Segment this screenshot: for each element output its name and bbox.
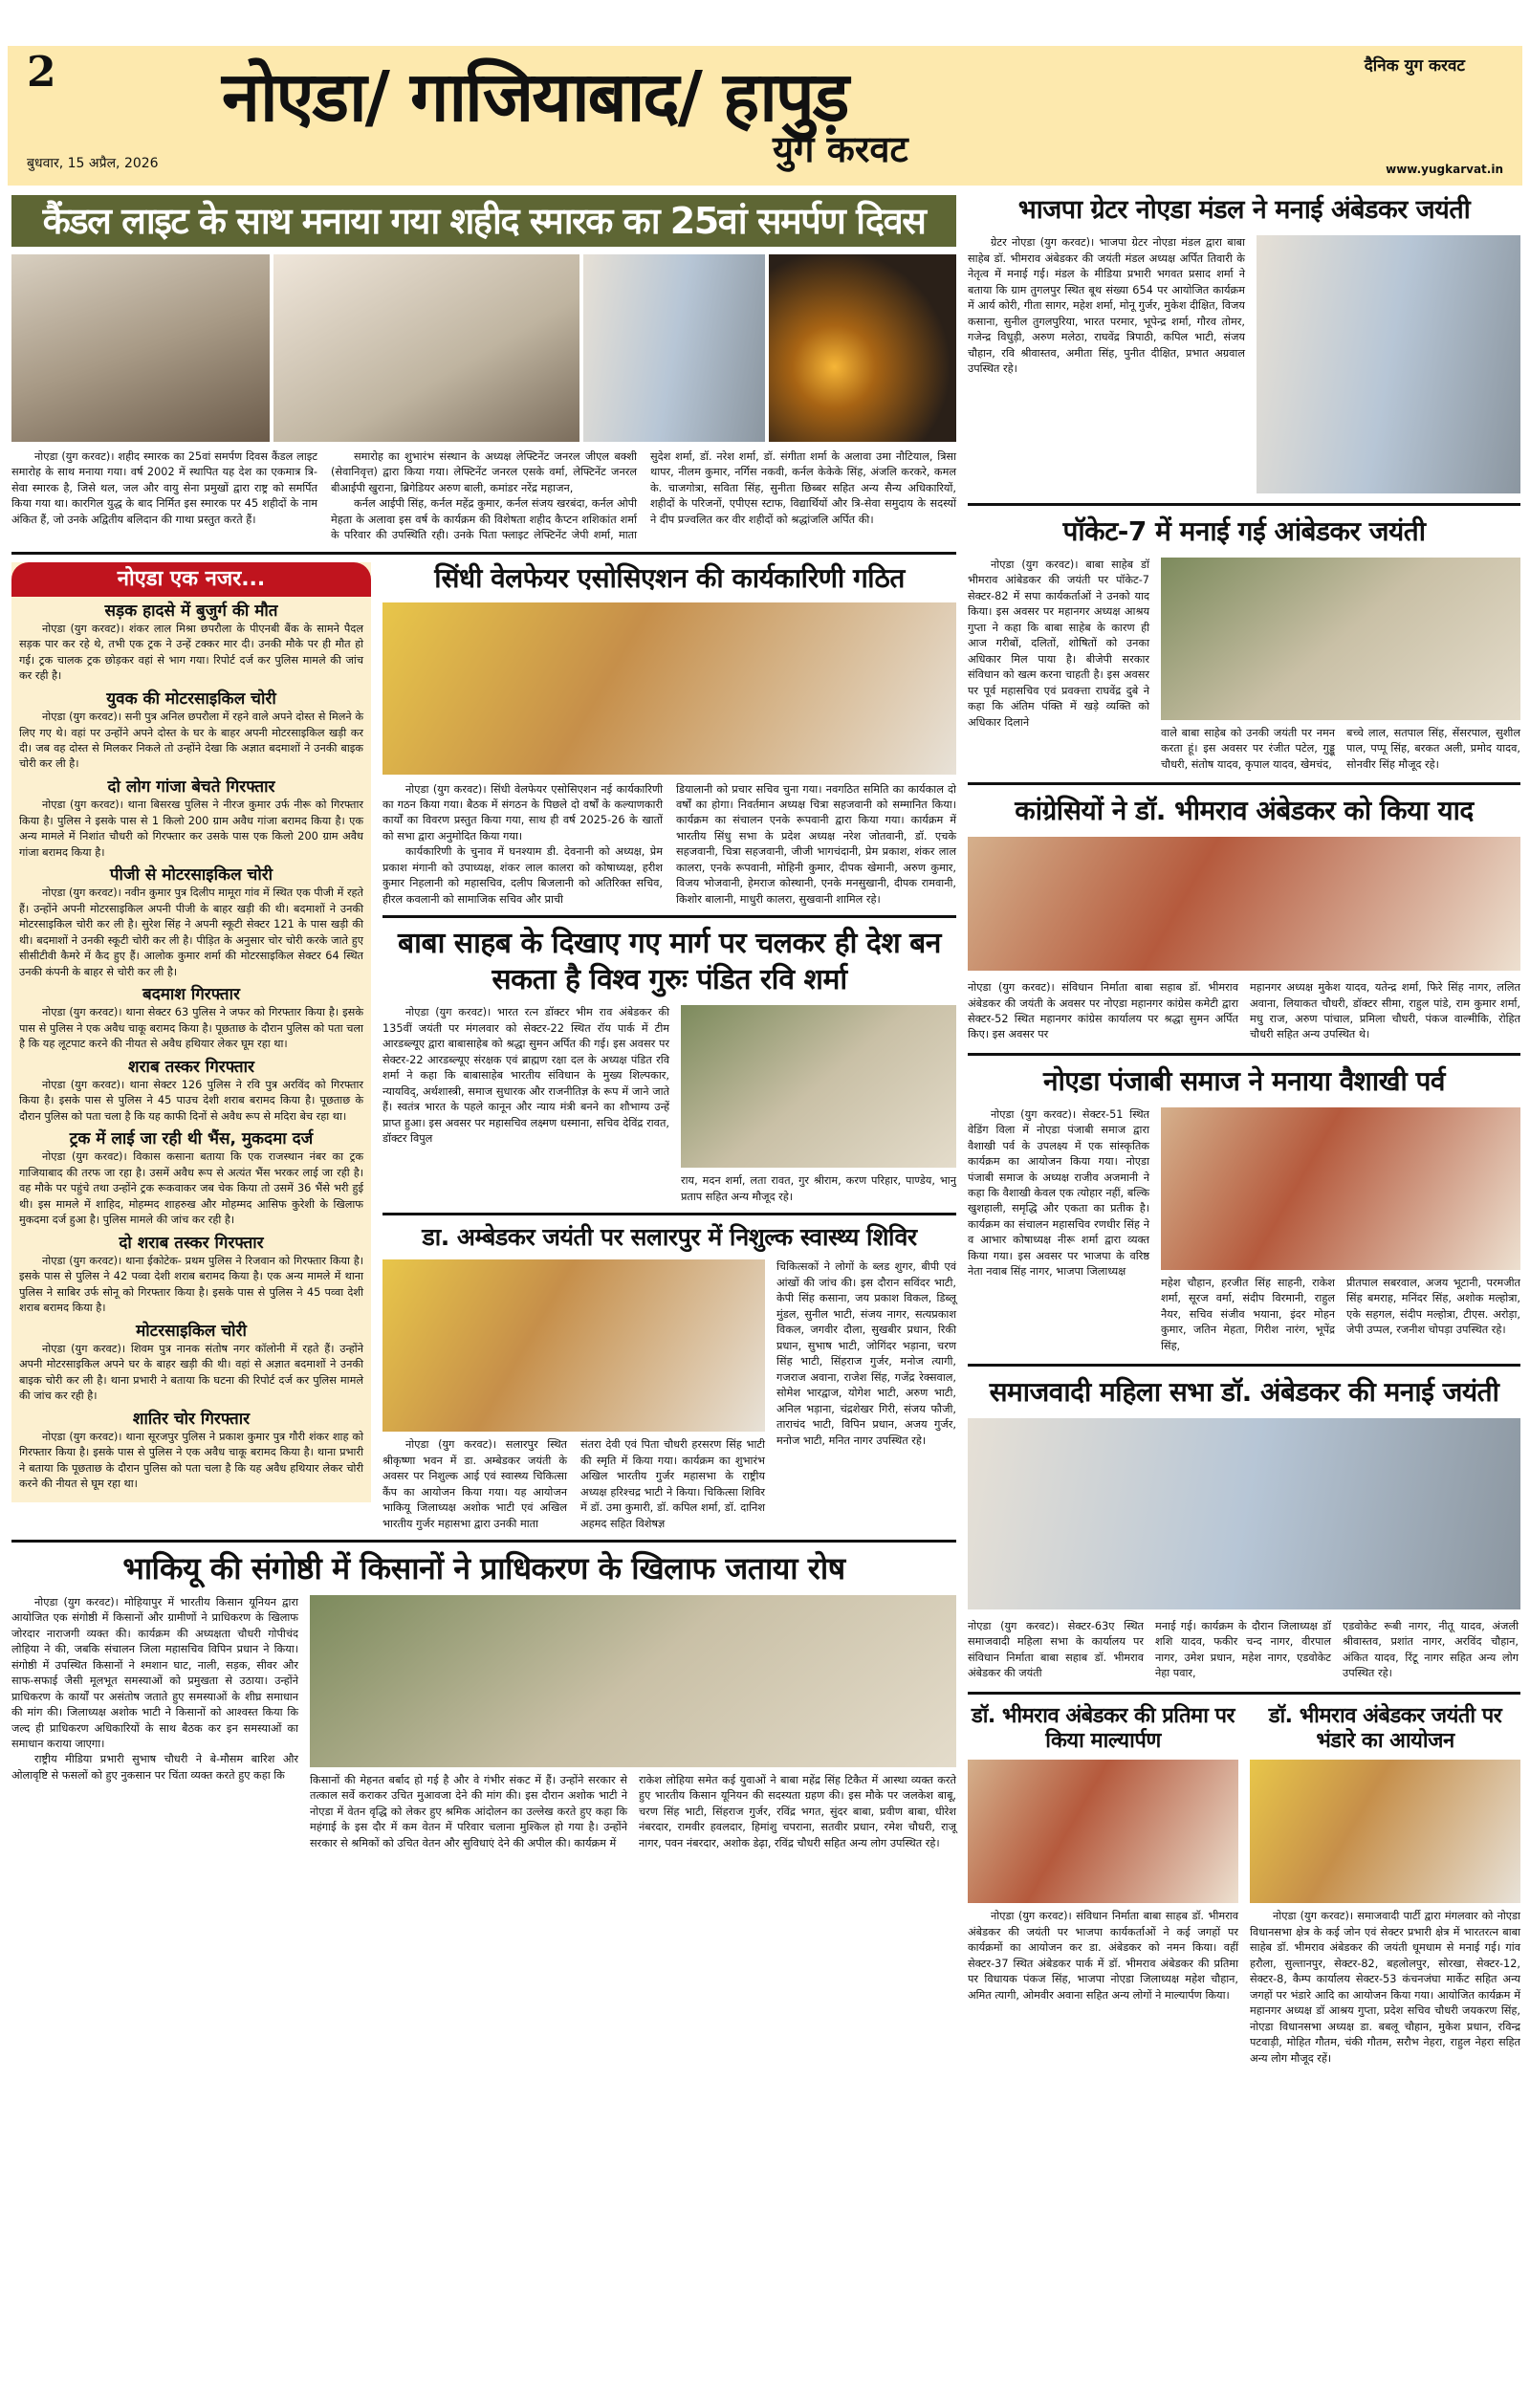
pocket7-cols — [1161, 726, 1520, 773]
nazar-item-headline: पीजी से मोटरसाइकिल चोरी — [109, 865, 273, 885]
congress-photo — [968, 837, 1520, 971]
nazar-item-text: नोएडा (युग करवट)। विकास कसाना बताया कि एक राजस्थान नंबर का ट्रक गाजियाबाद की तरफ जा रहा है। उसमें अवैध रूप से अत्यंत भैंस भरकर लाई जा रही है। वह मौके पर पहुंचे तथा उन्होंने ट्रक रूकवाकर जब चेक किया तो उसमें 36 भैंसे भरी हुई थी। इस मामले में शाहिद, मोहम्मद शाहरुख और मोहम्मद आसिफ कुरेशी के खिलाफ मुकदमा दर्ज हुआ है। पुलिस मामले की जांच कर रही है। — [19, 1150, 363, 1227]
ravi-photo — [681, 1005, 956, 1168]
punjabi-row — [968, 1107, 1520, 1354]
nazar-item-text: नोएडा (युग करवट)। शंकर लाल मिश्रा छपरौला के पीएनबी बैंक के सामने पैदल सड़क पार कर रहे थे, तभी एक ट्रक ने उन्हें टक्कर मार दी। उनकी मौके पर ही मौत हो गई। ट्रक चालक ट्रक छोड़कर वहां से भाग गया। रिपोर्ट दर्ज कर पुलिस मामले की जांच कर रही है। — [19, 623, 363, 683]
bjp-row — [968, 235, 1520, 493]
congress-headline: कांग्रेसियों ने डॉ. भीमराव अंबेडकर को किया याद — [1015, 795, 1474, 827]
punjabi-article — [968, 1107, 1149, 1281]
nazar-item-headline: युवक की मोटरसाइकिल चोरी — [106, 689, 276, 709]
sindhi-col2: डियालानी को प्रचार सचिव चुना गया। नवगठित समिति का कार्यकाल दो वर्षों का होगा। निवर्तमान अध्यक्ष चित्रा सहजवानी को सम्मानित किया। कार्यक्रम का संचालन एनके रूपवानी द्वारा किया गया। कार्यक्रम में भारतीय सिंधु सभा के प्रदेश अध्यक्ष नरेश जोतवानी, डॉ. एचके सहजवानी, चित्रा सहजवानी, जीजी भागचंदानी, प्रेम प्रकाश, शंकर लाल कालरा, एनके रूपवानी, मोहिनी कुमार, दीपक खेमानी, अरुण कुमार, विजय भोजवानी, हेमराज कोस्थानी, एनके मनसुखानी, दीपक रामवानी, किशोर बालानी, माधुरी कालरा, सुखवानी शामिल रहे। — [676, 782, 956, 906]
bku-col1b: राष्ट्रीय मीडिया प्रभारी सुभाष चौधरी ने बे-मौसम बारिश और ओलावृष्टि से फसलों को हुए नुकसान पर चिंता व्यक्त करते हुए कहा कि — [11, 1753, 298, 1782]
nazar-item-text: नोएडा (युग करवट)। नवीन कुमार पुत्र दिलीप मामूरा गांव में स्थित एक पीजी में रहते हैं। उन्होंने अपनी मोटरसाइकिल अपनी पीजी के बाहर खड़ी की थी। बदमाशों ने उनकी मोटरसाइकिल चोरी कर ली है। सुरेश सिंह ने अपनी स्कूटी सेक्टर 121 के पास खड़ी की थी। बदमाशों ने उनकी स्कूटी चोरी कर ली है। पीड़ित के अनुसार चोर चोरी करके जाते हुए सीसीटीवी कैमरे में कैद हुए हैं। आलोक कुमार शर्मा की मोटरसाइकिल सेक्टर 64 स्थित उनकी कंपनी के बाहर से चोरी कर ली है। — [19, 887, 363, 978]
bhandara-article — [1250, 1909, 1520, 2067]
issue-date: बुधवार, 15 अप्रैल, 2026 — [27, 156, 159, 171]
divider — [11, 552, 956, 555]
spmahila-cols — [968, 1619, 1520, 1682]
divider — [968, 782, 1520, 785]
nazar-item-text: नोएडा (युग करवट)। सनी पुत्र अनिल छपरौला में रहने वाले अपने दोस्त से मिलने के लिए गए थे। वहां पर उन्होंने अपने दोस्त के घर के बाहर अपनी मोटरसाइकिल खड़ी कर दी। जब वह दोस्त से मिलकर निकले तो उन्होंने देखा कि अज्ञात बदमाशों ने उनकी बाइक चोरी कर ली है। — [19, 711, 363, 771]
ravi-article — [382, 1005, 669, 1147]
spmahila-col1: नोएडा (युग करवट)। सेक्टर-63ए स्थित समाजवादी महिला सभा के कार्यालय पर संविधान निर्माता बाबा सहाब डॉ. भीमराव अंबेडकर की जयंती — [968, 1619, 1144, 1680]
bku-article — [11, 1595, 298, 1784]
health-photo — [382, 1259, 765, 1432]
nazar-item-headline: शातिर चोर गिरफ्तार — [132, 1409, 251, 1429]
bku-row — [11, 1595, 956, 1851]
ravi-col2: राय, मदन शर्मा, लता रावत, गुर श्रीराम, करण परिहार, पाण्डेय, भानु प्रताप सहित अन्य मौजूद रहे। — [681, 1174, 956, 1203]
nazar-item-headline: ट्रक में लाई जा रही थी भैंस, मुकदमा दर्ज — [69, 1129, 314, 1149]
statue-text: नोएडा (युग करवट)। संविधान निर्माता बाबा साहब डॉ. भीमराव अंबेडकर की जयंती पर भाजपा कार्यकर्ताओं ने कई जगहों पर कार्यक्रमों का आयोजन कर डा. अंबेडकर को नमन किया। वहीं सेक्टर-37 स्थित अंबेडकर पार्क में डॉ. भीमराव अंबेडकर की प्रतिमा पर विधायक पंकज सिंह, भाजपा नोएडा जिलाध्यक्ष महेश चौहान, अमित त्यागी, ओमवीर अवाना सहित अन्य लोगों ने माल्यार्पण किया। — [968, 1910, 1238, 2002]
page-body — [11, 195, 1520, 2067]
bhandara-photo — [1250, 1760, 1520, 1903]
middle-column — [382, 562, 956, 1532]
nazar-item-text: नोएडा (युग करवट)। थाना ईकोटेक- प्रथम पुलिस ने रिजवान को गिरफ्तार किया है। इसके पास से पुलिस ने 42 पव्वा देशी शराब बरामद किया है। एक अन्य मामले में थाना पुलिस ने साबिर उर्फ सोनू को गिरफ्तार किया है। इसके पास से पुलिस ने 45 पव्वा देशी शराब बरामद किया है। — [19, 1254, 363, 1315]
nazar-item-text: नोएडा (युग करवट)। शिवम पुत्र नानक संतोष नगर कॉलोनी में रहते हैं। उन्होंने अपनी मोटरसाइकिल अपने घर के बाहर खड़ी की थी। वहां से अज्ञात बदमाशों ने उनकी बाइक चोरी कर ली है। थाना प्रभारी ने बताया कि घटना की रिपोर्ट दर्ज कर पुलिस मामले की जांच कर रही है। — [19, 1342, 363, 1403]
pocket7-photo — [1161, 558, 1520, 720]
bku-cols — [310, 1773, 956, 1851]
congress-cols — [968, 980, 1520, 1043]
masthead-left — [27, 48, 199, 180]
ravi-col1: नोएडा (युग करवट)। भारत रत्न डॉक्टर भीम राव अंबेडकर की 135वीं जयंती पर मंगलवार को सेक्टर-22 स्थित रॉय पार्क में टीम आरडब्ल्यूए द्वारा बाबासाहेब को श्रद्धा सुमन अर्पित की गई। इस अवसर पर सेक्टर-22 आरडब्ल्यूए संरक्षक एवं ब्राह्मण रक्षा दल के अध्यक्ष पंडित रवि शर्मा ने कहा कि बाबासाहेब भारतीय संविधान के मुख्य शिल्पकार, न्यायविद्, अर्थशास्त्री, समाज सुधारक और राजनीतिज्ञ के रूप में जाने जाते हैं। स्वतंत्र भारत के पहले कानून और न्याय मंत्री बनने का शौभाग्य उन्हें प्राप्त हुआ। इस अवसर पर महासचिव लक्ष्मण धस्माना, सचिव देविंद्र रावत, डॉक्टर विपुल — [382, 1006, 669, 1146]
statue-headline: डॉ. भीमराव अंबेडकर की प्रतिमा पर किया माल्यार्पण — [971, 1703, 1235, 1753]
lead-article — [11, 449, 956, 544]
website-link[interactable]: www.yugkarvat.in — [1386, 163, 1503, 176]
lead-col2: कर्नल आईपी सिंह, कर्नल महेंद्र कुमार, कर्नल संजय खरबंदा, कर्नल ओपी मेहता के अलावा इस वर्ष के कार्यक्रम की विशेषता शहीद कैप्टन शशिकांत शर्मा के परिवार की उपस्थिति रही। उनके पिता फ्लाइट लेफ्टिनेंट जेपी शर्मा, माता सुदेश शर्मा, डॉ. नरेश शर्मा, डॉ. संगीता शर्मा के अलावा उमा नौटियाल, त्रिसा थापर, नीलम कुमार, नर्गिस नकवी, कर्नल केकेके सिंह, अंजलि करकरे, कमल के. चाजगोत्रा, सविता सिंह, सुनीता छिब्बर सहित अन्य सैन्य अधिकारियों, शहीदों के परिजनों, एपीएस स्टाफ, विद्यार्थियों और त्रि-सेवा समुदाय के सदस्यों ने दीप प्रज्वलित कर वीर शहीदों को श्रद्धांजलि अर्पित की। — [331, 450, 956, 542]
ravi-right — [681, 1005, 956, 1205]
lead-col1b: समारोह का शुभारंभ संस्थान के अध्यक्ष लेफ्टिनेंट जनरल जीएल बक्शी (सेवानिवृत्त) द्वारा किया गया। लेफ्टिनेंट जनरल एसके वर्मा, लेफ्टिनेंट जनरल बीआईपी खुराना, ब्रिगेडियर अरुण बाली, कमांडर नरेंद्र महाजन, — [331, 450, 637, 494]
pocket7-col1: नोएडा (युग करवट)। बाबा साहेब डॉ भीमराव आंबेडकर की जयंती पर पॉकेट-7 सेक्टर-82 में सपा कार्यकर्ताओं ने उनको याद किया। इस अवसर पर महानगर अध्यक्ष आश्रय गुप्ता ने कहा कि बाबा साहेब के कारण ही आज गरीबों, दलितों, शोषितों को उनका अधिकार मिल पाया है। बीजेपी सरकार संविधान को खत्म करना चाहती है। इस अवसर पर पूर्व महासचिव एवं प्रवक्त्ता राघवेंद्र दुबे ने कहा कि अंतिम पंक्ति में खड़े व्यक्ति को अधिकार दिलाने — [968, 558, 1149, 729]
pocket7-col2: वाले बाबा साहेब को उनकी जयंती पर नमन करता हूं। इस अवसर पर रंजीत पटेल, गुड्डू चौधरी, संतोष यादव, कृपाल यादव, खेमचंद, — [1161, 726, 1335, 771]
nazar-title: नोएडा एक नजर... — [11, 562, 371, 597]
divider — [968, 1692, 1520, 1695]
health-col3: चिकित्सकों ने लोगों के ब्लड शुगर, बीपी एवं आंखों की जांच की। इस दौरान सविंदर भाटी, केपी सिंह कसाना, जय प्रकाश विकल, डिब्लू मुंडल, सुनील भाटी, संजय नागर, सत्यप्रकाश विकल, जगवीर दौला, सुखबीर प्रधान, रिकी प्रधान, सुभाष भाटी, जोगिंदर भड़ाना, चरण सिंह भाटी, सिंहराज गुर्जर, मनोज त्यागी, गजराज अवाना, राजेश सिंह, गजेंद्र रेक्सवाल, सोमेश भारद्वाज, योगेश भाटी, अरुण भाटी, अनिल भड़ाना, चंद्रशेखर गिरी, संजय फौजी, ताराचंद भाटी, विपिन प्रधान, अजय गुर्जर, मनोज भाटी, मनित नागर उपस्थित रहे। — [776, 1260, 956, 1447]
spmahila-col2: मनाई गई। कार्यक्रम के दौरान जिलाध्यक्ष डॉ शशि यादव, फकीर चन्द नागर, वीरपाल नागर, उमेश प्रधान, महेश नागर, एडवोकेट नेहा पवार, — [1155, 1619, 1331, 1680]
nazar-list — [11, 601, 371, 1493]
daily-name: दैनिक युग करवट — [1364, 56, 1465, 76]
masthead — [8, 46, 1522, 186]
bku-col3: राकेश लोहिया समेत कई युवाओं ने बाबा महेंद्र सिंह टिकैत में आस्था व्यक्त करते हुए भारतीय किसान यूनियन की सदस्यता ग्रहण की। इस मौके पर जलकेश बाबू, चरण सिंह भाटी, सिंहराज गुर्जर, रविंद्र भगत, सुंदर बाबा, प्रवीण बाबा, धीरेश नंबरदार, रामवीर हवलदार, हिमांशु चपराना, सतवीर प्रधान, रमेश चौधरी, राजू नागर, पवन नंबरदार, अशोक डेढ़ा, रविंद्र चौधरी सहित अन्य लोग उपस्थित रहे। — [639, 1773, 956, 1850]
left-sub — [11, 562, 956, 1532]
statue-bhandara-row — [968, 1704, 1520, 2068]
punjabi-headline: नोएडा पंजाबी समाज ने मनाया वैशाखी पर्व — [1043, 1064, 1445, 1097]
lead-photo-1 — [11, 254, 270, 442]
bjp-text: ग्रेटर नोएडा (युग करवट)। भाजपा ग्रेटर नोएडा मंडल द्वारा बाबा साहेब डॉ. भीमराव अंबेडकर की जयंती मंडल अध्यक्ष अर्पित तिवारी के नेतृत्व में मनाई गई। मंडल के मीडिया प्रभारी भगवत प्रसाद शर्मा ने बताया कि ग्राम तुगलपुर स्थित बूथ संख्या 654 पर आयोजित कार्यक्रम में आर्य कोरी, गीता सागर, महेश शर्मा, मोनू गुर्जर, मुकेश दीक्षित, विजय कसाना, सुनील तुगलपुरिया, भारत परमार, भूपेन्द्र शर्मा, गौरव तोमर, गजेन्द्र विधुड़ी, अरुण मलेठा, राघवेंद्र त्रिपाठी, कपिल भाटी, संजय चौहान, रवि श्रीवास्तव, अमीता सिंह, पुनीत दीक्षित, प्रभात अग्रवाल उपस्थित रहे। — [968, 236, 1245, 376]
page-number: 2 — [27, 48, 56, 97]
punjabi-right — [1161, 1107, 1520, 1354]
lead-photo-candles — [769, 254, 956, 442]
bku-col2: किसानों की मेहनत बर्बाद हो गई है और वे गंभीर संकट में हैं। उन्होंने सरकार से तत्काल सर्वे कराकर उचित मुआवजा देने की मांग की। इस दौरान अशोक भाटी ने नोएडा में वेतन वृद्धि को लेकर हुए श्रमिक आंदोलन का उल्लेख करते हुए कहा कि महंगाई के इस दौर में कम वेतन में परिवार चलाना मुश्किल हो गया है। उन्होंने सरकार से श्रमिकों को उचित वेतन और सुविधाएं देने की अपील की। कार्यक्रम में — [310, 1773, 627, 1850]
right-area — [968, 195, 1520, 2067]
ravi-row — [382, 1005, 956, 1205]
nazar-item-headline: सड़क हादसे में बुजुर्ग की मौत — [104, 601, 278, 621]
health-col2: संतरा देवी एवं पिता चौधरी हरसरण सिंह भाटी की स्मृति में किया गया। कार्यक्रम का शुभारंभ अखिल भारतीय गुर्जर महासभा के राष्ट्रीय अध्यक्ष हरिश्चद्र भाटी ने किया। चिकित्सा शिविर में डॉ. उमा कुमारी, डॉ. कपिल शर्मा, डॉ. दानिश अहमद सहित विशेषज्ञ — [580, 1438, 765, 1530]
nazar-item-headline: दो शराब तस्कर गिरफ्तार — [119, 1233, 264, 1253]
nazar-item-text: नोएडा (युग करवट)। थाना सूरजपुर पुलिस ने प्रकाश कुमार पुत्र गौरी शंकर शाह को गिरफ्तार किया है। इसके पास से पुलिस ने एक अवैध चाकू बरामद किया है। थाना प्रभारी ने बताया कि पूछताछ के दौरान पुलिस को पता चला है कि यह अवैध हथियार लेकर चोरी करने की नीयत से घूम रहा था। — [19, 1430, 363, 1491]
punjabi-col3: प्रीतपाल सबरवाल, अजय भूटानी, परमजीत सिंह बमराह, मनिंदर सिंह, अशोक मल्होत्रा, एके सहगल, संदीप मल्होत्रा, टीएस. अरोड़ा, जेपी उप्पल, रजनीश चोपड़ा उपस्थित रहे। — [1346, 1276, 1520, 1337]
pocket7-article — [968, 558, 1149, 731]
bhandara-story — [1250, 1704, 1520, 2068]
ravi-headline: बाबा साहब के दिखाए गए मार्ग पर चलकर ही देश बन सकता है विश्व गुरुः पंडित रवि शर्मा — [398, 927, 941, 996]
nazar-item-headline: दो लोग गांजा बेचते गिरफ्तार — [107, 777, 275, 797]
divider — [382, 915, 956, 918]
bku-right — [310, 1595, 956, 1851]
bjp-article — [968, 235, 1245, 377]
sindhi-headline: सिंधी वेलफेयर एसोसिएशन की कार्यकारिणी गठित — [434, 561, 905, 594]
sindhi-col1b: कार्यकारिणी के चुनाव में घनश्याम डी. देवनानी को अध्यक्ष, प्रेम प्रकाश मंगानी को उपाध्यक्ष, शंकर लाल कालरा को कोषाध्यक्ष, हरीश कुमार निहलानी को महासचिव, दलीप बिजलानी को अतिरिक्त सचिव, हीरल कवलानी को सामाजिक सचिव और प्राची — [382, 845, 663, 906]
spmahila-headline: समाजवादी महिला सभा डॉ. अंबेडकर की मनाई जयंती — [989, 1375, 1499, 1408]
health-row — [382, 1259, 956, 1532]
sindhi-article — [382, 782, 956, 908]
nazar-item-headline: शराब तस्कर गिरफ्तार — [128, 1057, 254, 1077]
spmahila-col3: एडवोकेट रूबी नागर, नीतू यादव, अंजली श्रीवास्तव, प्रशांत नागर, अरविंद चौहान, अंकित यादव, रिंटू नागर सहित अन्य लोग उपस्थित रहे। — [1343, 1619, 1519, 1680]
lead-photos — [11, 254, 956, 442]
bku-col1: नोएडा (युग करवट)। मोहियापुर में भारतीय किसान यूनियन द्वारा आयोजित एक संगोष्ठी में किसानों और ग्रामीणों ने प्राधिकरण के खिलाफ जोरदार नाराजगी व्यक्त की। कार्यक्रम की अध्यक्षता चौधरी गोपीचंद लोहिया ने की, जबकि संचालन जिला महासचिव विपिन प्रधान ने किया। संगोष्ठी में उपस्थित किसानों ने श्मशान घाट, नाली, सड़क, सीवर और साफ-सफाई जैसी मूलभूत समस्याओं को प्रमुखता से उठाया। उन्होंने प्राधिकरण के कार्यों पर असंतोष जताते हुए समस्याओं के शीघ्र समाधान की मांग की। जिलाध्यक्ष अशोक भाटी ने किसानों को आश्वस्त किया कि जल्द ही प्राधिकरण अधिकारियों के साथ बैठक कर इन समस्याओं का समाधान कराया जाएगा। — [11, 1595, 298, 1750]
lead-headline: कैंडल लाइट के साथ मनाया गया शहीद स्मारक का 25वां समर्पण दिवस — [11, 195, 956, 247]
statue-story — [968, 1704, 1238, 2004]
pocket7-col3: बच्चे लाल, सतपाल सिंह, सेंसरपाल, सुशील पाल, पप्पू सिंह, बरकत अली, प्रमोद यादव, सोनवीर सिंह मौजूद रहे। — [1346, 726, 1520, 771]
congress-col1: नोएडा (युग करवट)। संविधान निर्माता बाबा सहाब डॉ. भीमराव अंबेडकर की जयंती के अवसर पर नोएडा महानगर कांग्रेस कमेटी द्वारा सेक्टर-52 स्थित महानगर कांग्रेस कार्यालय पर श्रद्धा सुमन अर्पित किए। इस अवसर पर — [968, 981, 1238, 1041]
statue-photo — [968, 1760, 1238, 1903]
punjabi-col2: महेश चौहान, हरजीत सिंह साहनी, राकेश शर्मा, सूरज वर्मा, संदीप विरमानी, राहुल नैयर, सचिव संजीव भयाना, इंदर मोहन कुमार, जतिन मेहता, गिरीश नारंग, भूपेंद्र सिंह, — [1161, 1276, 1335, 1352]
sindhi-col1: नोएडा (युग करवट)। सिंधी वेलफेयर एसोसिएशन नई कार्यकारिणी का गठन किया गया। बैठक में संगठन के पिछले दो वर्षों के कल्याणकारी कार्यों का विवरण प्रस्तुत किया गया, साथ ही वर्ष 2025-26 के खातों को सभा द्वारा अनुमोदित किया गया। — [382, 782, 663, 843]
health-cols — [382, 1437, 765, 1532]
nazar-item-headline: बदमाश गिरफ्तार — [142, 985, 240, 1004]
divider — [968, 1364, 1520, 1367]
pocket7-right — [1161, 558, 1520, 773]
lead-col1: नोएडा (युग करवट)। शहीद स्मारक का 25वां समर्पण दिवस कैंडल लाइट समारोह के साथ मनाया गया। वर्ष 2002 में स्थापित यह देश का एकमात्र त्रि-सेवा स्मारक है, जिसे थल, जल और वायु सेना प्रमुखों द्वारा राष्ट्र को समर्पित किया गया था। कारगिल युद्ध के बाद निर्मित इस स्मारक पर 45 शहीदों के नाम अंकित हैं, जो उनके अद्वितीय बलिदान की गाथा प्रस्तुत करते हैं। — [11, 450, 317, 526]
bhandara-headline: डॉ. भीमराव अंबेडकर जयंती पर भंडारे का आयोजन — [1268, 1703, 1502, 1753]
health-col1-text: नोएडा (युग करवट)। सलारपुर स्थित श्रीकृष्णा भवन में डा. अम्बेडकर जयंती के अवसर पर निशुल्क आई एवं स्वास्थ्य चिकित्सा कैंप का आयोजन किया गया। यह आयोजन भाकियू जिलाध्यक्ष अशोक भाटी एवं अखिल भारतीय गुर्जर महासभा द्वारा उनकी माता — [382, 1438, 567, 1530]
health-headline: डा. अम्बेडकर जयंती पर सलारपुर में निशुल्क स्वास्थ्य शिविर — [422, 1223, 917, 1252]
pocket7-headline: पॉकेट-7 में मनाई गई आंबेडकर जयंती — [1062, 515, 1426, 548]
divider — [968, 1053, 1520, 1056]
nazar-item-text: नोएडा (युग करवट)। थाना बिसरख पुलिस ने नीरज कुमार उर्फ नीरू को गिरफ्तार किया है। पुलिस ने इसके पास से 1 किलो 200 ग्राम अवैध गांजा बरामद किया है। एक अन्य मामले में निशांत चौधरी को गिरफ्तार कर उसके पास एक किलो 200 ग्राम अवैध गांजा बरामद किया है। — [19, 799, 363, 859]
nazar-item-text: नोएडा (युग करवट)। थाना सेक्टर 126 पुलिस ने रवि पुत्र अरविंद को गिरफ्तार किया है। इसके पास से पुलिस ने 45 पाउच देशी शराब बरामद किया है। पूछताछ के दौरान पुलिस को पता चला है कि यह काफी दिनों से अवैध रूप से मदिरा बेच रहा था। — [19, 1078, 363, 1123]
lead-photo-2 — [273, 254, 579, 442]
punjabi-cols — [1161, 1276, 1520, 1354]
punjabi-photo — [1161, 1107, 1520, 1270]
health-left — [382, 1259, 765, 1532]
nazar-item-text: नोएडा (युग करवट)। थाना सेक्टर 63 पुलिस ने जफर को गिरफ्तार किया है। इसके पास से पुलिस ने एक अवैध चाकू बरामद किया है। पूछताछ के दौरान पुलिस को पता चला है कि यह लूटपाट करने की नीयत से अवैध हथियार लेकर घूम रहा था। — [19, 1006, 363, 1051]
bjp-headline: भाजपा ग्रेटर नोएडा मंडल ने मनाई अंबेडकर जयंती — [1017, 195, 1471, 225]
edition-title: नोएडा/ गाजियाबाद/ हापुड़ — [222, 56, 848, 137]
punjabi-col1: नोएडा (युग करवट)। सेक्टर-51 स्थित वेडिंग विला में नोएडा पंजाबी समाज द्वारा वैशाखी पर्व के उपलक्ष्य में एक सांस्कृतिक कार्यक्रम का आयोजन किया गया। नोएडा पंजाबी समाज के अध्यक्ष राजीव अजमानी ने कहा कि वैशाखी केवल एक त्योहार नहीं, बल्कि खुशहाली, समृद्धि और एकता का प्रतीक है। कार्यक्रम का संचालन महासचिव रणधीर सिंह ने व आभार कोषाध्यक्ष नीरू शर्मा द्वारा व्यक्त किया गया। इस अवसर पर भाजपा के वरिष्ठ नेता नवाब सिंह नागर, भाजपा जिलाध्यक्ष — [968, 1107, 1149, 1279]
bku-headline: भाकियू की संगोष्ठी में किसानों ने प्राधिकरण के खिलाफ जताया रोष — [122, 1550, 845, 1587]
nazar-item-headline: मोटरसाइकिल चोरी — [136, 1321, 247, 1341]
bjp-photo — [1257, 235, 1520, 493]
brand-name: युग करवट — [773, 128, 908, 170]
bku-photo — [310, 1595, 956, 1767]
congress-col2: महानगर अध्यक्ष मुकेश यादव, यतेन्द्र शर्मा, फिरे सिंह नागर, ललित अवाना, लियाकत चौधरी, डॉक्टर सीमा, राहुल पांडे, राम कुमार शर्मा, मधु राज, अरुण पांचाल, प्रमिला चौधरी, पंकज वाल्मीकि, रोहित चौधरी सहित अन्य उपस्थित थे। — [1250, 981, 1520, 1041]
statue-article — [968, 1909, 1238, 2003]
pocket7-row — [968, 558, 1520, 773]
spmahila-photo — [968, 1418, 1520, 1609]
left-area — [11, 195, 956, 1851]
divider — [968, 503, 1520, 506]
divider — [11, 1540, 956, 1543]
sindhi-photo — [382, 602, 956, 775]
nazar-box — [11, 562, 371, 1502]
divider — [382, 1213, 956, 1215]
lead-photo-3 — [583, 254, 765, 442]
bhandara-text: नोएडा (युग करवट)। समाजवादी पार्टी द्वारा मंगलवार को नोएडा विधानसभा क्षेत्र के कई जोन एवं सेक्टर प्रभारी क्षेत्र में भारतरत्न बाबा साहेब डॉ. भीमराव अंबेडकर की जयंती धूमधाम से मनाई गई। गांव हरौला, सुल्तानपुर, सेक्टर-82, बहलोलपुर, सोरखा, सेक्टर-12, सेक्टर-8, कैम्प कार्यालय सेक्टर-53 कंचनजंघा मार्केट सहित अन्य जगहों पर भंडारे आदि का आयोजन किया गया। आयोजित कार्यक्रम में महानगर अध्यक्ष डॉ आश्रय गुप्ता, प्रदेश सचिव चौधरी जयकरण सिंह, नोएडा विधानसभा अध्यक्ष डा. बबलू चौहान, मुकेश प्रधान, रविन्द्र पटवाड़ी, मोहित गौतम, चंकी गौतम, सरौभ नेहरा, राहुल नेहरा सहित अन्य लोग मौजूद रहें। — [1250, 1910, 1520, 2065]
